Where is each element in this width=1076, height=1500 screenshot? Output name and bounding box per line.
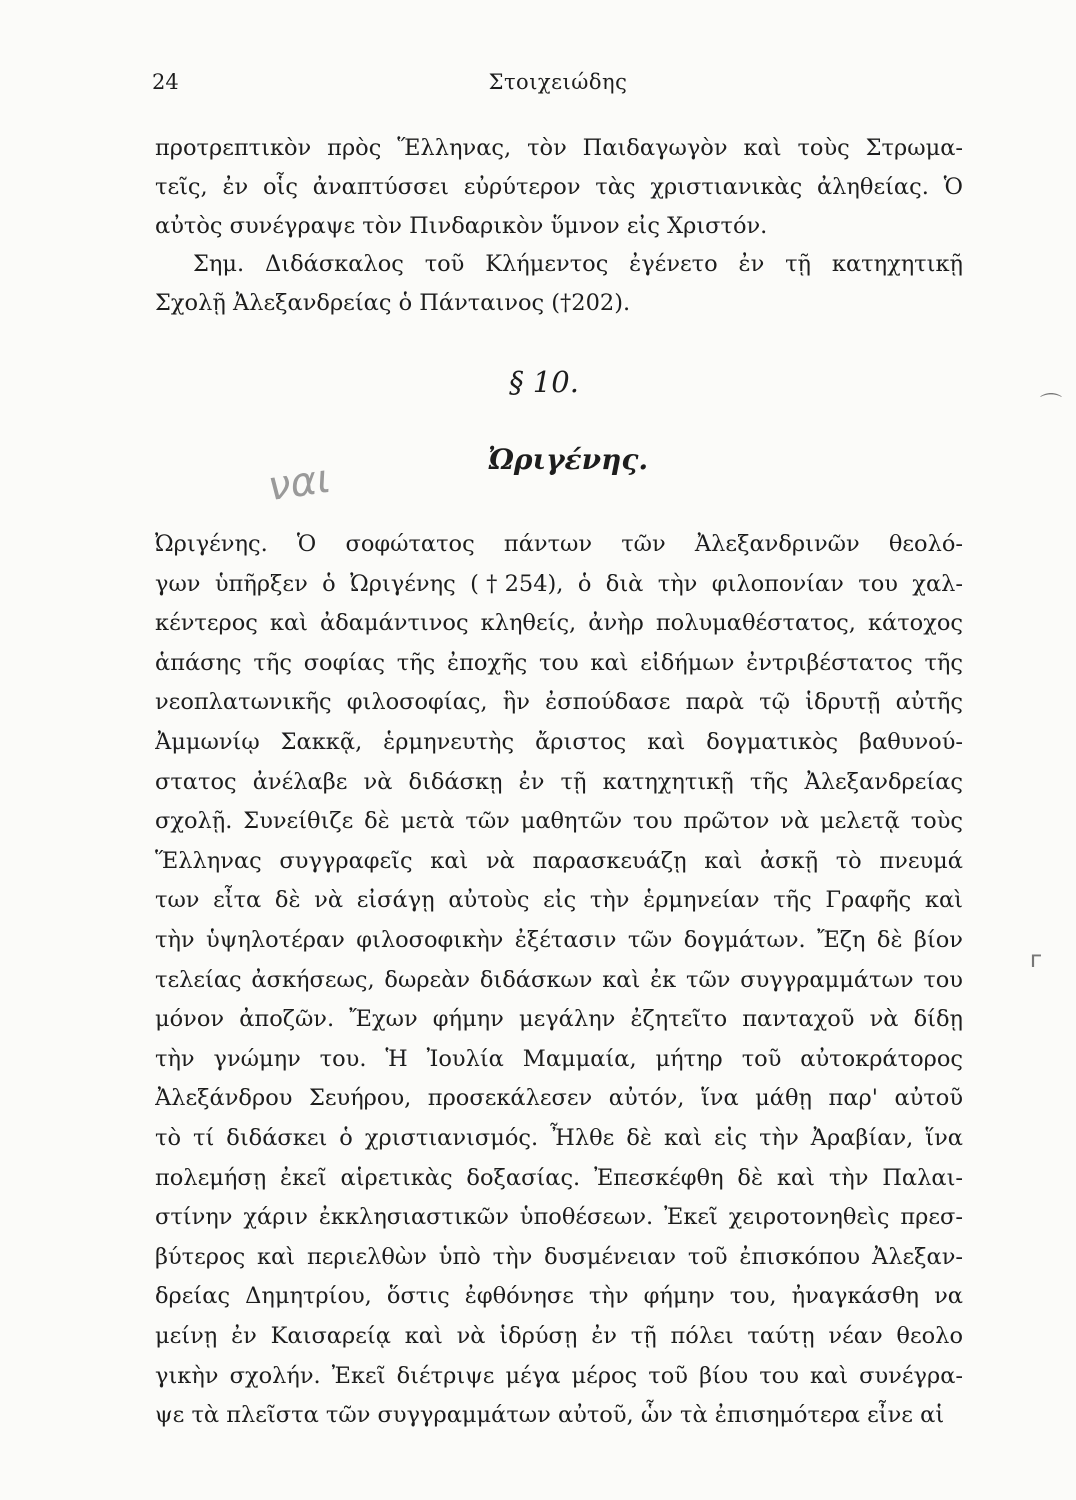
- page-number: 24: [152, 70, 179, 94]
- text-line: τελείας ἀσκήσεως, δωρεὰν διδάσκων καὶ ἐκ τῶν συγγραμμάτων του: [155, 966, 963, 993]
- handwritten-note: ναι: [265, 455, 334, 511]
- text-line: προτρεπτικὸν πρὸς Ἕλληνας, τὸν Παιδαγωγὸν καὶ τοὺς Στρωμα-: [155, 135, 963, 161]
- text-line: βύτερος καὶ περιελθὼν ὑπὸ τὴν δυσμένειαν τοῦ ἐπισκόπου Ἀλεξαν-: [155, 1243, 963, 1270]
- section-heading: Ὠριγένης.: [487, 443, 649, 476]
- text-line: στίνην χάριν ἐκκλησιαστικῶν ὑποθέσεων. Ἐκεῖ χειροτονηθεὶς πρεσ-: [155, 1204, 963, 1231]
- running-head: [150, 70, 966, 104]
- text-line: Ὠριγένης. Ὁ σοφώτατος πάντων τῶν Ἀλεξανδρινῶν θεολό-: [155, 531, 963, 557]
- text-line: δρείας Δημητρίου, ὅστις ἐφθόνησε τὴν φήμην του, ἠναγκάσθη να: [155, 1283, 963, 1310]
- text-line: αὐτὸς συνέγραψε τὸν Πινδαρικὸν ὕμνον εἰς Χριστόν.: [155, 213, 768, 239]
- margin-mark-icon: ⌒: [1040, 393, 1063, 418]
- text-line: μόνον ἀποζῶν. Ἔχων φήμην μεγάλην ἐζητεῖτο πανταχοῦ νὰ δίδῃ: [155, 1006, 963, 1033]
- text-line: σχολῇ. Συνείθιζε δὲ μετὰ τῶν μαθητῶν του πρῶτον νὰ μελετᾷ τοὺς: [155, 808, 963, 835]
- text-line: ψε τὰ πλεῖστα τῶν συγγραμμάτων αὐτοῦ, ὧν τὰ ἐπισημότερα εἶνε αἱ: [155, 1402, 945, 1429]
- text-line: Σχολῇ Ἀλεξανδρείας ὁ Πάνταινος (†202).: [155, 290, 631, 316]
- margin-mark-icon: ᴦ: [1030, 948, 1043, 973]
- text-line: κέντερος καὶ ἀδαμάντινος κληθείς, ἀνὴρ πολυμαθέστατος, κάτοχος: [155, 610, 963, 637]
- text-line: ἁπάσης τῆς σοφίας τῆς ἐποχῆς του καὶ εἰδήμων ἐντριβέστατος τῆς: [155, 649, 963, 676]
- text-line: Ἀμμωνίῳ Σακκᾷ, ἑρμηνευτὴς ἄριστος καὶ δογματικὸς βαθυνού-: [155, 729, 963, 755]
- text-line: τὴν γνώμην του. Ἡ Ἰουλία Μαμμαία, μήτηρ τοῦ αὐτοκράτορος: [155, 1045, 963, 1072]
- text-line: τὴν ὑψηλοτέραν φιλοσοφικὴν ἐξέτασιν τῶν δογμάτων. Ἔζη δὲ βίον: [155, 927, 963, 953]
- text-line: μείνῃ ἐν Καισαρείᾳ καὶ νὰ ἱδρύσῃ ἐν τῇ πόλει ταύτῃ νέαν θεολο: [155, 1323, 963, 1349]
- text-line: πολεμήσῃ ἐκεῖ αἱρετικὰς δοξασίας. Ἐπεσκέφθη δὲ καὶ τὴν Παλαι-: [155, 1164, 963, 1191]
- running-title: Στοιχειώδης: [488, 70, 628, 94]
- text-line: Σημ. Διδάσκαλος τοῦ Κλήμεντος ἐγένετο ἐν τῇ κατηχητικῇ: [193, 251, 963, 277]
- text-line: γων ὑπῆρξεν ὁ Ὠριγένης (†254), ὁ διὰ τὴν φιλοπονίαν του χαλ-: [155, 570, 963, 597]
- text-line: στατος ἀνέλαβε νὰ διδάσκῃ ἐν τῇ κατηχητικῇ τῆς Ἀλεξανδρείας: [155, 768, 963, 795]
- text-line: γικὴν σχολήν. Ἐκεῖ διέτριψε μέγα μέρος τοῦ βίου του καὶ συνέγρα-: [155, 1362, 963, 1389]
- text-line: τὸ τί διδάσκει ὁ χριστιανισμός. Ἦλθε δὲ καὶ εἰς τὴν Ἀραβίαν, ἵνα: [155, 1125, 963, 1151]
- text-line: Ἀλεξάνδρου Σευήρου, προσεκάλεσεν αὐτόν, ἵνα μάθῃ παρ' αὐτοῦ: [155, 1085, 963, 1112]
- text-line: των εἶτα δὲ νὰ εἰσάγῃ αὐτοὺς εἰς τὴν ἑρμηνείαν τῆς Γραφῆς καὶ: [155, 887, 963, 914]
- text-line: τεῖς, ἐν οἷς ἀναπτύσσει εὐρύτερον τὰς χριστιανικὰς ἀληθείας. Ὁ: [155, 174, 963, 200]
- section-number: § 10.: [509, 365, 579, 399]
- text-line: νεοπλατωνικῆς φιλοσοφίας, ἣν ἐσπούδασε παρὰ τῷ ἱδρυτῇ αὐτῆς: [155, 689, 963, 716]
- text-line: Ἕλληνας συγγραφεῖς καὶ νὰ παρασκευάζῃ καὶ ἀσκῇ τὸ πνευμά: [155, 847, 963, 874]
